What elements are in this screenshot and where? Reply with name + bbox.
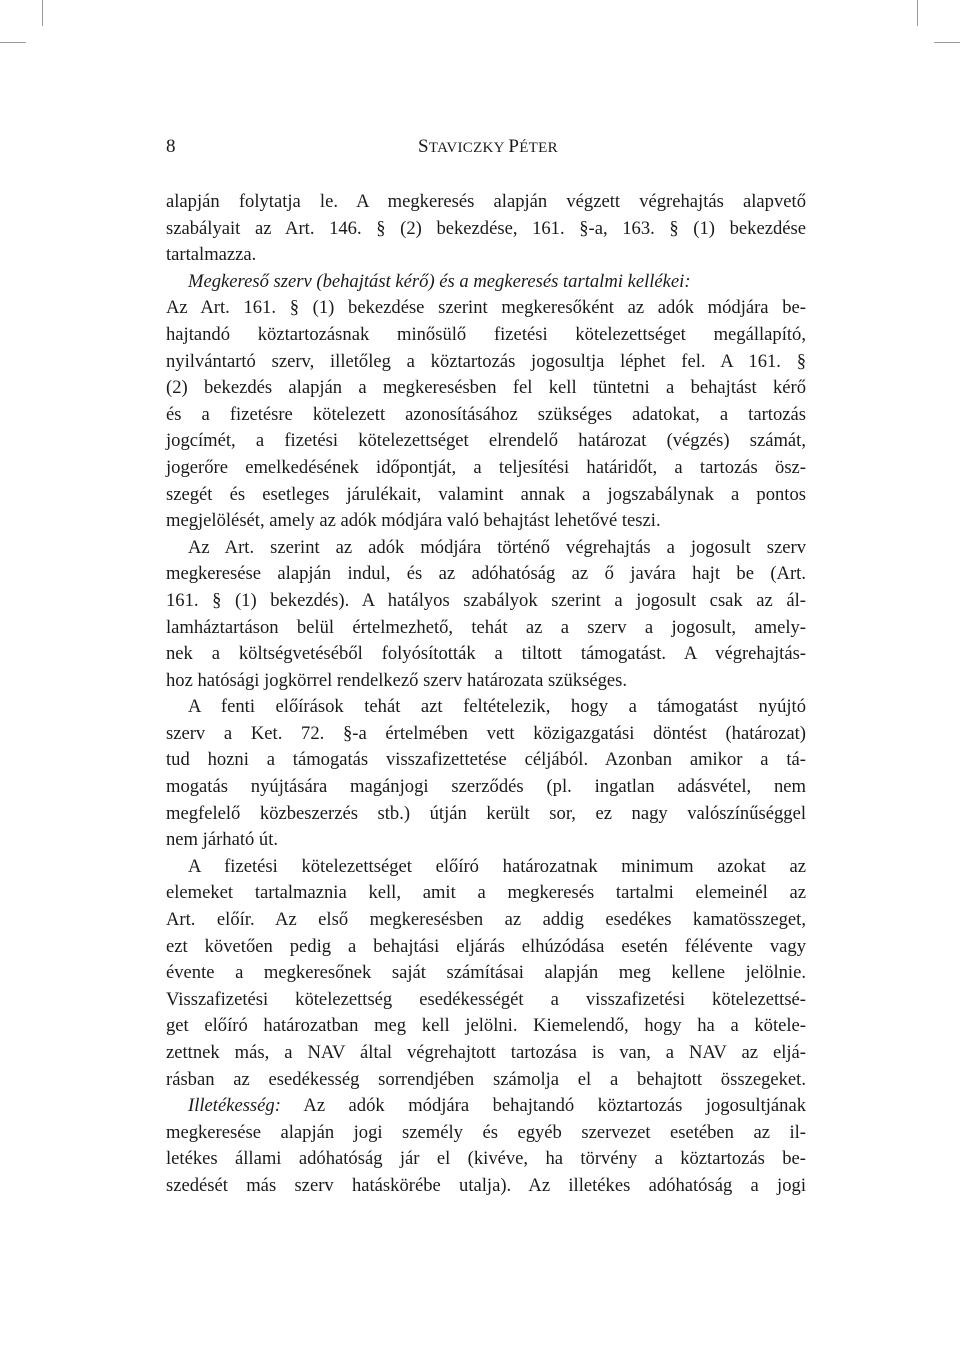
text-line <box>166 535 806 562</box>
text-line <box>166 1173 806 1200</box>
page-number: 8 <box>166 136 176 157</box>
crop-mark-top-right-vertical <box>917 0 918 26</box>
text-line <box>166 801 806 828</box>
text-line <box>166 668 806 695</box>
text-line <box>166 960 806 987</box>
text-line <box>166 1093 806 1120</box>
text-line-content: lamháztartáson belül értelmezhető, tehát az a szerv a jogosult, amely- <box>166 616 806 638</box>
author-first-initial: S <box>418 136 429 157</box>
text-line <box>166 854 806 881</box>
text-line <box>166 1040 806 1067</box>
text-line-content: zettnek más, a NAV által végrehajtott tartozása is van, a NAV az eljá- <box>166 1042 806 1063</box>
text-line <box>166 455 806 482</box>
text-line <box>166 269 806 296</box>
text-line-content: megfelelő közbeszerzés stb.) útján került sor, ez nagy valószínűséggel <box>166 802 806 824</box>
text-line-content: jogerőre emelkedésének időpontját, a teljesítési határidőt, a tartozás ösz- <box>166 456 806 478</box>
text-line <box>166 428 806 455</box>
body-text <box>166 189 806 1200</box>
text-line-content: megjelölését, amely az adók módjára való behajtást lehetővé teszi. <box>166 510 661 532</box>
text-line-content: hajtandó köztartozásnak minősülő fizetési kötelezettséget megállapító, <box>166 323 806 345</box>
text-line-content: ezt követően pedig a behajtási eljárás elhúzódása esetén félévente vagy <box>166 935 806 957</box>
text-line <box>166 216 806 243</box>
text-line <box>166 242 806 269</box>
italic-heading: Megkereső szerv (behajtást kérő) és a megkeresés tartalmi kellékei: <box>188 270 691 292</box>
italic-heading: Illetékesség: <box>188 1095 281 1117</box>
text-line <box>166 827 806 854</box>
text-line <box>166 1120 806 1147</box>
text-line <box>166 295 806 322</box>
text-line <box>166 880 806 907</box>
crop-mark-top-left-vertical <box>42 0 43 26</box>
text-line <box>166 402 806 429</box>
text-line <box>166 189 806 216</box>
text-line <box>166 694 806 721</box>
text-line <box>166 375 806 402</box>
text-line-content: évente a megkeresőnek saját számításai alapján meg kellene jelölnie. <box>166 962 806 984</box>
text-line-content: Az Art. szerint az adók módjára történő végrehajtás a jogosult szerv <box>188 536 806 558</box>
text-line-content: Az Art. 161. § (1) bekezdése szerint megkeresőként az adók módjára be- <box>166 297 806 319</box>
text-line-content: szedését más szerv hatáskörébe utalja). Az illetékes adóhatóság a jogi <box>166 1174 806 1196</box>
text-line <box>166 774 806 801</box>
text-line-content: tartalmazza. <box>166 244 257 266</box>
text-line-content: Art. előír. Az első megkeresésben az addig esedékes kamatösszeget, <box>166 909 806 931</box>
text-line <box>166 641 806 668</box>
text-line <box>166 482 806 509</box>
text-line-content: nyilvántartó szerv, illetőleg a köztartozás jogosultja léphet fel. A 161. § <box>166 350 806 372</box>
text-line <box>166 508 806 535</box>
text-line <box>166 615 806 642</box>
text-line-content: alapján folytatja le. A megkeresés alapján végzett végrehajtás alapvető <box>166 191 806 212</box>
text-line-content: Visszafizetési kötelezettség esedékességét a visszafizetési kötelezettsé- <box>166 988 806 1010</box>
text-line-content: nek a költségvetéséből folyósították a tiltott támogatást. A végrehajtás- <box>166 643 806 665</box>
text-line <box>166 1067 806 1094</box>
author-last-initial: P <box>508 136 520 157</box>
text-line-content: szegét és esetleges járulékait, valamint annak a jogszabálynak a pontos <box>166 483 806 505</box>
text-line-content: nem járható út. <box>166 829 279 851</box>
text-line-content: szerv a Ket. 72. §-a értelmében vett közigazgatási döntést (határozat) <box>166 722 806 744</box>
text-line-content: (2) bekezdés alapján a megkeresésben fel kell tüntetni a behajtást kérő <box>166 377 806 399</box>
text-line <box>166 588 806 615</box>
text-line-content: get előíró határozatban meg kell jelölni. Kiemelendő, hogy ha a kötele- <box>166 1015 806 1037</box>
text-line-content: letékes állami adóhatóság jár el (kivéve, ha törvény a köztartozás be- <box>166 1148 806 1170</box>
text-line-content: tud hozni a támogatás visszafizettetése céljából. Azonban amikor a tá- <box>166 749 806 771</box>
text-line-content: megkeresése alapján jogi személy és egyéb szervezet esetében az il- <box>166 1121 806 1143</box>
author-first-rest: TAVICZKY <box>428 140 505 156</box>
text-line-content: megkeresése alapján indul, és az adóhatóság az ő javára hajt be (Art. <box>166 563 806 585</box>
text-line <box>166 721 806 748</box>
text-line <box>166 987 806 1014</box>
text-line <box>166 349 806 376</box>
crop-mark-top-left-horizontal <box>0 42 26 43</box>
text-line <box>166 747 806 774</box>
text-line-content: mogatás nyújtására magánjogi szerződés (pl. ingatlan adásvétel, nem <box>166 776 806 798</box>
text-line-content: Az adók módjára behajtandó köztartozás jogosultjának <box>280 1095 806 1117</box>
text-line <box>166 1146 806 1173</box>
text-line <box>166 322 806 349</box>
author-last-rest: ÉTER <box>519 140 558 156</box>
text-line-content: A fizetési kötelezettséget előíró határozatnak minimum azokat az <box>188 855 806 877</box>
text-line-content: jogcímét, a fizetési kötelezettséget elrendelő határozat (végzés) számát, <box>166 430 806 452</box>
running-head-author <box>418 136 558 159</box>
text-line-content: és a fizetésre kötelezett azonosításához szükséges adatokat, a tartozás <box>166 403 806 425</box>
text-line <box>166 1013 806 1040</box>
text-line-content: 161. § (1) bekezdés). A hatályos szabályok szerint a jogosult csak az ál- <box>166 589 806 611</box>
text-line-content: hoz hatósági jogkörrel rendelkező szerv határozata szükséges. <box>166 669 628 691</box>
text-line <box>166 561 806 588</box>
text-line <box>166 934 806 961</box>
text-line-content: A fenti előírások tehát azt feltételezik, hogy a támogatást nyújtó <box>188 696 806 718</box>
text-line-content: szabályait az Art. 146. § (2) bekezdése, 161. §-a, 163. § (1) bekezdése <box>166 217 806 239</box>
text-line <box>166 907 806 934</box>
text-line-content: rásban az esedékesség sorrendjében számolja el a behajtott összegeket. <box>166 1068 806 1090</box>
text-line-content: elemeket tartalmaznia kell, amit a megkeresés tartalmi elemeinél az <box>166 882 806 904</box>
crop-mark-top-right-horizontal <box>934 42 960 43</box>
